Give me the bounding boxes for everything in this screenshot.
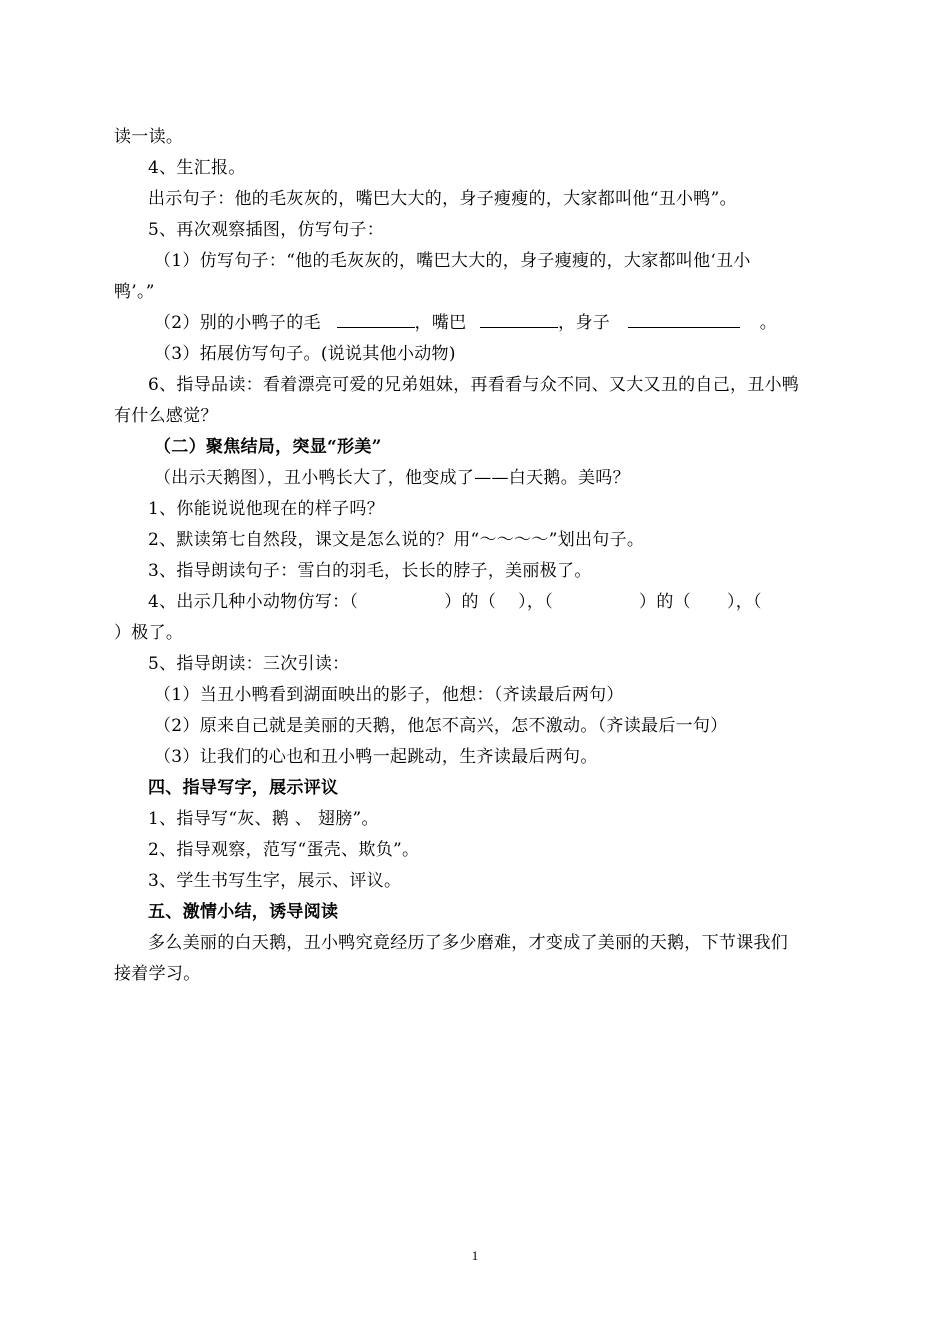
text-line: 1、你能说说他现在的样子吗？: [148, 499, 385, 519]
text-line: 接着学习。: [114, 964, 201, 984]
animal-imitation-line: [114, 587, 840, 618]
page-number: 1: [471, 1248, 479, 1263]
text-line: 读一读。: [114, 127, 184, 147]
text-line: 2、指导观察，范写“蛋壳、欺负”。: [148, 840, 420, 860]
text-line: 5、再次观察插图，仿写句子：: [148, 220, 385, 240]
text-line: 多么美丽的白天鹅，丑小鸭究竟经历了多少磨难，才变成了美丽的天鹅，下节课我们: [148, 933, 789, 953]
text-line: ）极了。: [114, 623, 184, 643]
text-line: 鸭’。”: [114, 282, 155, 302]
animal-line-part: ）的（: [639, 592, 691, 612]
text-line: 有什么感觉？: [114, 406, 218, 426]
animal-line-part: ），（: [518, 592, 554, 612]
text-line: 2、默读第七自然段，课文是怎么说的？用“～～～～”划出句子。: [148, 530, 645, 550]
blank-field: [628, 310, 740, 328]
section-heading: 四、指导写字，展示评议: [148, 778, 339, 798]
fill-blank-end: 。: [759, 313, 778, 333]
text-line: （3）拓展仿写句子。(说说其他小动物): [154, 344, 456, 364]
text-line: 出示句子：他的毛灰灰的，嘴巴大大的，身子瘦瘦的，大家都叫他“丑小鸭”。: [148, 189, 737, 209]
text-line: 1、指导写“灰、鹅 、 翅膀”。: [148, 809, 379, 829]
animal-line-part: 4、出示几种小动物仿写：（: [148, 592, 359, 612]
text-line: 6、指导品读：看着漂亮可爱的兄弟姐妹，再看看与众不同、又大又丑的自己，丑小鸭: [148, 375, 800, 395]
text-line: 4、生汇报。: [148, 158, 246, 178]
text-line: （出示天鹅图），丑小鸭长大了，他变成了——白天鹅。美吗？: [154, 468, 630, 488]
text-line: （3）让我们的心也和丑小鸭一起跳动，生齐读最后两句。: [154, 747, 598, 767]
fill-blank-prefix: （2）别的小鸭子的毛: [154, 313, 321, 333]
animal-line-part: ）的（: [444, 592, 497, 612]
text-line: （1）仿写句子：“他的毛灰灰的，嘴巴大大的，身子瘦瘦的，大家都叫他‘丑小: [154, 251, 751, 271]
text-line: 5、指导朗读：三次引读：: [148, 654, 350, 674]
text-line: 3、指导朗读句子：雪白的羽毛，长长的脖子，美丽极了。: [148, 561, 592, 581]
blank-field: [480, 310, 558, 328]
fill-in-blank-line: [114, 308, 840, 339]
fill-blank-sep: ，身子: [558, 313, 611, 333]
text-line: （2）原来自己就是美丽的天鹅，他怎不高兴，怎不激动。（齐读最后一句）: [154, 716, 728, 736]
section-heading: 五、激情小结，诱导阅读: [148, 902, 339, 922]
document-body: [114, 122, 840, 990]
text-line: 3、学生书写生字，展示、评议。: [148, 871, 402, 891]
text-line: （1）当丑小鸭看到湖面映出的影子，他想：（齐读最后两句）: [154, 685, 624, 705]
animal-line-part: ），（: [726, 592, 762, 612]
fill-blank-sep: ，嘴巴: [414, 313, 467, 333]
section-heading: （二）聚焦结局，突显“形美”: [154, 437, 382, 457]
blank-field: [337, 310, 415, 328]
